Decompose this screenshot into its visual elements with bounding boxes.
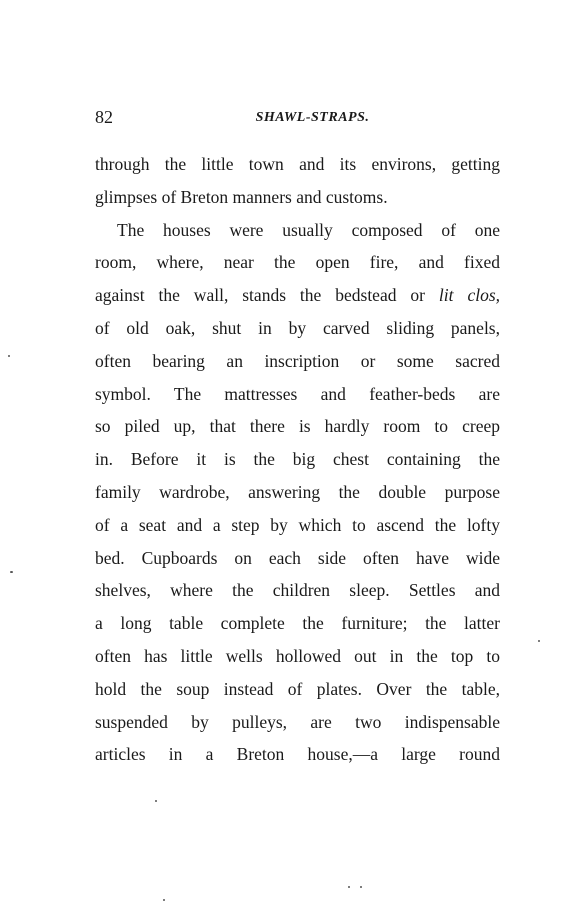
scan-speck	[8, 355, 10, 357]
scan-speck	[360, 886, 362, 888]
text-line: articles in a Breton house,—a large round	[95, 744, 500, 765]
body-text	[95, 148, 500, 771]
page-number: 82	[95, 107, 113, 127]
text-fragment: against the wall, stands the bedstead or	[95, 285, 425, 306]
text-line: so piled up, that there is hardly room to creep	[95, 416, 500, 437]
text-line: family wardrobe, answering the double purpose	[95, 481, 500, 502]
text-line: hold the soup instead of plates. Over the table,	[95, 678, 500, 699]
text-line: often has little wells hollowed out in the top to	[95, 645, 500, 666]
text-line: in. Before it is the big chest containing the	[95, 449, 500, 470]
scan-speck	[538, 640, 540, 642]
text-line: symbol. The mattresses and feather-beds are	[95, 383, 500, 404]
text-line: a long table complete the furniture; the latter	[95, 613, 500, 634]
scan-speck	[163, 899, 165, 901]
italic-term: lit clos,	[438, 285, 501, 306]
text-line: of a seat and a step by which to ascend the lofty	[95, 514, 500, 535]
text-line: through the little town and its environs, getting	[95, 154, 500, 174]
scan-speck	[155, 800, 157, 802]
text-line: room, where, near the open fire, and fixed	[95, 252, 500, 273]
scan-speck	[10, 571, 13, 573]
text-line	[95, 279, 500, 312]
text-line: suspended by pulleys, are two indispensable	[95, 711, 500, 732]
text-line: of old oak, shut in by carved sliding panels,	[95, 317, 500, 338]
text-line: shelves, where the children sleep. Settles and	[95, 580, 500, 601]
text-line: The houses were usually composed of one	[117, 219, 500, 240]
scan-speck	[348, 886, 350, 888]
text-line: often bearing an inscription or some sacred	[95, 350, 500, 371]
page-header	[95, 106, 500, 130]
running-head: SHAWL-STRAPS.	[255, 110, 370, 125]
text-line: glimpses of Breton manners and customs.	[95, 186, 388, 207]
text-line: bed. Cupboards on each side often have wide	[95, 547, 500, 568]
